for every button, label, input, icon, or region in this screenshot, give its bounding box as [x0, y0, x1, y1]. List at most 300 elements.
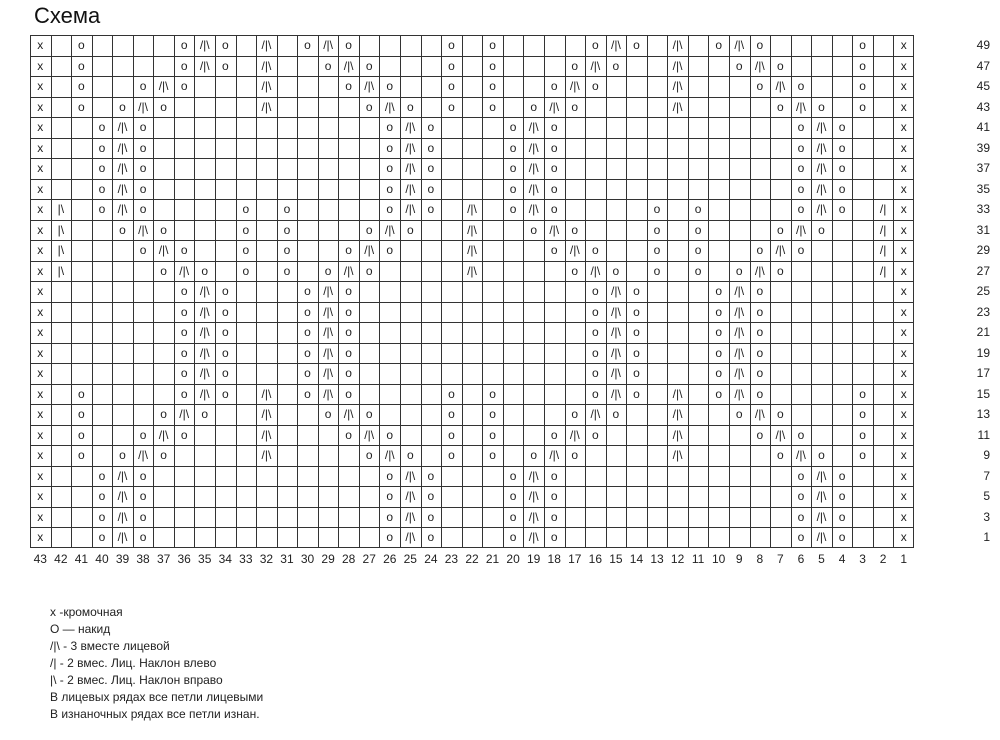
- chart-symbol: x: [37, 427, 44, 442]
- legend-line: |\ - 2 вмес. Лиц. Наклон вправо: [50, 673, 223, 687]
- chart-symbol: o: [756, 427, 764, 442]
- chart-symbol: o: [365, 99, 373, 114]
- row-number-label: 25: [976, 284, 990, 299]
- row-number-label: 23: [976, 304, 990, 319]
- chart-symbol: o: [797, 120, 805, 135]
- chart-symbol: o: [756, 284, 764, 299]
- chart-symbol: o: [386, 181, 394, 196]
- chart-symbol: o: [838, 120, 846, 135]
- chart-symbol: o: [98, 202, 106, 217]
- row-number-label: 5: [983, 489, 990, 504]
- chart-symbol: o: [345, 38, 352, 52]
- chart-symbol: o: [386, 120, 394, 135]
- chart-symbol: o: [180, 79, 188, 94]
- chart-symbol: /|\: [528, 489, 539, 504]
- column-number-label: 15: [609, 552, 623, 566]
- chart-symbol: x: [900, 345, 907, 360]
- row-number-label: 45: [976, 79, 990, 94]
- chart-symbol: x: [37, 509, 44, 524]
- chart-symbol: o: [304, 366, 311, 381]
- chart-symbol: o: [838, 202, 846, 217]
- chart-symbol: o: [180, 366, 188, 381]
- chart-symbol: /|\: [775, 243, 786, 258]
- chart-symbol: o: [180, 58, 188, 73]
- chart-symbol: /|\: [323, 38, 333, 52]
- chart-symbol: o: [160, 407, 167, 422]
- chart-symbol: o: [509, 161, 517, 176]
- row-number-label: 17: [976, 366, 990, 381]
- chart-symbol: x: [900, 99, 907, 114]
- chart-symbol: o: [139, 161, 147, 176]
- chart-symbol: o: [571, 58, 579, 73]
- chart-symbol: o: [119, 99, 126, 114]
- chart-symbol: o: [427, 140, 435, 155]
- chart-symbol: /|\: [117, 530, 128, 545]
- chart-symbol: o: [838, 140, 846, 155]
- chart-symbol: o: [386, 509, 394, 524]
- chart-symbol: /|\: [734, 386, 745, 401]
- chart-symbol: x: [37, 58, 44, 73]
- chart-symbol: x: [900, 140, 907, 155]
- chart-symbol: o: [653, 263, 661, 278]
- column-number-label: 4: [838, 552, 846, 566]
- chart-symbol: o: [324, 263, 332, 278]
- chart-symbol: o: [489, 448, 496, 463]
- chart-symbol: o: [139, 140, 147, 155]
- chart-symbol: /|\: [467, 222, 477, 237]
- chart-symbol: o: [386, 140, 394, 155]
- chart-symbol: /|\: [775, 79, 786, 94]
- column-number-label: 43: [33, 552, 47, 566]
- chart-symbol: /|\: [672, 407, 683, 422]
- chart-symbol: o: [448, 79, 455, 94]
- chart-symbol: o: [797, 530, 805, 545]
- chart-symbol: o: [345, 284, 352, 299]
- chart-symbol: o: [735, 407, 743, 422]
- chart-symbol: /|\: [261, 448, 272, 463]
- chart-symbol: o: [777, 58, 784, 73]
- chart-symbol: /|\: [569, 79, 580, 94]
- chart-symbol: o: [304, 304, 311, 319]
- chart-symbol: /|\: [384, 99, 395, 114]
- chart-symbol: /|\: [138, 222, 148, 237]
- chart-symbol: o: [304, 325, 311, 340]
- chart-symbol: o: [591, 386, 599, 401]
- chart-symbol: o: [859, 427, 866, 442]
- column-number-label: 33: [239, 552, 253, 566]
- chart-symbol: o: [386, 530, 394, 545]
- row-number-label: 47: [976, 58, 990, 73]
- chart-symbol: /|\: [734, 284, 745, 299]
- chart-symbol: /|: [879, 202, 887, 217]
- chart-symbol: o: [550, 140, 558, 155]
- chart-symbol: /|\: [528, 140, 539, 155]
- chart-symbol: /|\: [611, 284, 621, 299]
- chart-symbol: /|\: [158, 243, 169, 258]
- chart-symbol: x: [37, 99, 44, 114]
- chart-symbol: x: [37, 366, 44, 381]
- chart-symbol: /|\: [569, 243, 580, 258]
- chart-symbol: o: [221, 284, 229, 299]
- chart-symbol: o: [818, 222, 825, 237]
- chart-symbol: /|\: [611, 325, 621, 340]
- row-number-label: 35: [976, 181, 990, 196]
- chart-symbol: o: [735, 263, 743, 278]
- chart-symbol: o: [756, 325, 764, 340]
- chart-symbol: o: [838, 181, 846, 196]
- column-number-label: 17: [568, 552, 582, 566]
- column-number-label: 7: [777, 552, 784, 566]
- chart-symbol: x: [900, 386, 907, 401]
- chart-symbol: o: [139, 202, 147, 217]
- chart-symbol: /|\: [405, 140, 416, 155]
- chart-symbol: /|\: [528, 181, 539, 196]
- chart-symbol: o: [98, 181, 106, 196]
- chart-symbol: o: [119, 448, 126, 463]
- chart-symbol: o: [797, 509, 805, 524]
- column-number-label: 14: [629, 552, 644, 566]
- chart-symbol: /|\: [405, 509, 416, 524]
- chart-symbol: o: [98, 140, 106, 155]
- chart-symbol: o: [797, 181, 805, 196]
- legend-line: /|\ - 3 вместе лицевой: [50, 639, 170, 653]
- chart-symbol: /|\: [816, 530, 827, 545]
- chart-symbol: o: [98, 509, 106, 524]
- chart-symbol: o: [859, 407, 866, 422]
- chart-symbol: o: [571, 222, 579, 237]
- chart-symbol: o: [756, 243, 764, 258]
- chart-symbol: o: [797, 243, 805, 258]
- chart-symbol: o: [818, 448, 825, 463]
- chart-symbol: /|\: [138, 99, 148, 114]
- chart-symbol: /|\: [672, 386, 683, 401]
- chart-symbol: |\: [57, 202, 65, 217]
- chart-symbol: /|\: [199, 325, 210, 340]
- chart-symbol: o: [653, 202, 661, 217]
- chart-symbol: /|\: [199, 284, 210, 299]
- chart-symbol: o: [859, 386, 866, 401]
- chart-symbol: o: [365, 407, 373, 422]
- chart-symbol: /|\: [179, 263, 190, 278]
- chart-symbol: /|\: [199, 386, 210, 401]
- chart-symbol: x: [900, 427, 907, 442]
- chart-symbol: x: [37, 386, 44, 401]
- chart-symbol: /|\: [467, 263, 477, 278]
- chart-symbol: o: [715, 386, 723, 401]
- chart-symbol: o: [612, 407, 620, 422]
- chart-symbol: o: [283, 222, 291, 237]
- chart-symbol: o: [530, 448, 537, 463]
- chart-symbol: /|\: [158, 79, 169, 94]
- chart-symbol: x: [900, 38, 907, 52]
- chart-symbol: /|\: [672, 58, 683, 73]
- chart-symbol: o: [345, 79, 352, 94]
- column-number-label: 5: [818, 552, 825, 566]
- chart-symbol: o: [550, 530, 558, 545]
- chart-symbol: o: [98, 468, 106, 483]
- chart-symbol: /|\: [672, 448, 683, 463]
- chart-symbol: o: [386, 243, 394, 258]
- chart-symbol: o: [509, 489, 517, 504]
- chart-symbol: o: [859, 38, 866, 52]
- row-number-label: 9: [983, 448, 990, 463]
- chart-symbol: /|\: [323, 386, 333, 401]
- chart-symbol: o: [180, 325, 188, 340]
- chart-symbol: /|\: [199, 345, 210, 360]
- chart-symbol: o: [304, 284, 311, 299]
- row-number-label: 11: [977, 427, 990, 442]
- chart-symbol: o: [838, 468, 846, 483]
- chart-symbol: o: [797, 140, 805, 155]
- chart-symbol: o: [139, 509, 147, 524]
- chart-symbol: /|\: [528, 509, 539, 524]
- chart-symbol: o: [180, 284, 188, 299]
- chart-symbol: o: [756, 386, 764, 401]
- chart-symbol: /|\: [117, 468, 128, 483]
- chart-symbol: x: [37, 161, 44, 176]
- chart-symbol: /|\: [405, 468, 416, 483]
- column-number-label: 32: [259, 552, 274, 566]
- chart-symbol: o: [78, 58, 85, 73]
- row-number-label: 33: [976, 202, 990, 217]
- chart-symbol: o: [777, 407, 784, 422]
- chart-symbol: o: [550, 202, 558, 217]
- chart-symbol: |\: [57, 263, 65, 278]
- chart-symbol: o: [180, 386, 188, 401]
- chart-symbol: o: [448, 407, 455, 422]
- chart-symbol: /|\: [611, 304, 621, 319]
- chart-symbol: o: [242, 263, 250, 278]
- chart-symbol: /|\: [364, 79, 375, 94]
- chart-symbol: o: [591, 243, 599, 258]
- chart-symbol: o: [591, 366, 599, 381]
- chart-symbol: o: [509, 202, 517, 217]
- column-number-label: 21: [485, 552, 500, 566]
- chart-symbol: o: [489, 427, 496, 442]
- chart-symbol: /|\: [611, 345, 621, 360]
- chart-symbol: o: [633, 345, 640, 360]
- chart-symbol: /|\: [117, 140, 128, 155]
- column-number-label: 41: [74, 552, 89, 566]
- chart-symbol: o: [139, 468, 147, 483]
- chart-symbol: /|\: [754, 263, 765, 278]
- chart-symbol: o: [427, 161, 435, 176]
- column-number-label: 30: [300, 552, 315, 566]
- chart-symbol: o: [550, 181, 558, 196]
- chart-symbol: o: [694, 243, 702, 258]
- chart-symbol: o: [591, 325, 599, 340]
- chart-symbol: o: [715, 284, 723, 299]
- chart-symbol: o: [345, 325, 352, 340]
- chart-symbol: x: [37, 140, 44, 155]
- chart-symbol: o: [509, 181, 517, 196]
- column-number-label: 23: [444, 552, 459, 566]
- row-number-label: 43: [976, 99, 990, 114]
- chart-symbol: o: [797, 202, 805, 217]
- row-number-label: 13: [976, 407, 990, 422]
- row-number-label: 15: [976, 386, 990, 401]
- chart-symbol: /|\: [261, 99, 272, 114]
- chart-symbol: o: [324, 407, 332, 422]
- chart-symbol: /|\: [179, 407, 190, 422]
- chart-symbol: o: [715, 345, 723, 360]
- chart-symbol: o: [201, 407, 209, 422]
- chart-symbol: o: [797, 161, 805, 176]
- chart-symbol: o: [365, 58, 373, 73]
- chart-symbol: o: [633, 325, 640, 340]
- chart-symbol: o: [139, 530, 147, 545]
- chart-symbol: x: [900, 468, 907, 483]
- chart-symbol: o: [550, 161, 558, 176]
- chart-symbol: o: [386, 468, 394, 483]
- column-number-label: 19: [526, 552, 541, 566]
- chart-symbol: /|\: [117, 202, 128, 217]
- chart-symbol: o: [448, 99, 455, 114]
- chart-symbol: o: [345, 386, 352, 401]
- column-number-label: 10: [712, 552, 726, 566]
- chart-symbol: /|\: [734, 366, 745, 381]
- chart-symbol: o: [427, 120, 435, 135]
- chart-symbol: o: [591, 345, 599, 360]
- chart-symbol: o: [633, 284, 640, 299]
- legend: [50, 604, 263, 723]
- chart-symbol: /|\: [261, 407, 272, 422]
- column-number-label: 12: [670, 552, 685, 566]
- chart-symbol: x: [37, 304, 44, 319]
- chart-symbol: o: [180, 345, 188, 360]
- chart-symbol: o: [633, 366, 640, 381]
- chart-symbol: /|\: [528, 202, 539, 217]
- chart-symbol: o: [221, 58, 229, 73]
- chart-symbol: o: [365, 448, 373, 463]
- chart-symbol: o: [777, 263, 784, 278]
- chart-symbol: o: [838, 530, 846, 545]
- chart-symbol: o: [160, 448, 167, 463]
- chart-symbol: o: [304, 386, 311, 401]
- row-number-label: 41: [976, 120, 990, 135]
- chart-symbol: o: [591, 427, 599, 442]
- chart-symbol: o: [78, 448, 85, 463]
- chart-symbol: x: [900, 79, 907, 94]
- column-number-label: 18: [547, 552, 561, 566]
- chart-symbol: /|\: [343, 407, 354, 422]
- chart-symbol: o: [818, 99, 825, 114]
- chart-symbol: o: [489, 99, 496, 114]
- chart-symbol: x: [37, 202, 44, 217]
- chart-symbol: /|\: [816, 140, 827, 155]
- legend-line: О — накид: [50, 622, 111, 636]
- chart-symbol: o: [78, 99, 85, 114]
- chart-symbol: /|\: [384, 222, 395, 237]
- chart-symbol: o: [180, 38, 188, 52]
- chart-symbol: o: [324, 58, 332, 73]
- row-number-label: 7: [983, 468, 990, 483]
- chart-symbol: /|\: [775, 427, 786, 442]
- chart-symbol: /|\: [343, 263, 354, 278]
- row-number-label: 39: [976, 140, 990, 155]
- chart-symbol: x: [37, 325, 44, 340]
- column-number-label: 31: [280, 552, 294, 566]
- chart-symbol: /|\: [261, 386, 272, 401]
- column-number-label: 39: [115, 552, 130, 566]
- column-number-label: 28: [341, 552, 356, 566]
- chart-symbol: o: [633, 304, 640, 319]
- row-number-label: 31: [976, 222, 990, 237]
- chart-symbol: o: [530, 99, 537, 114]
- chart-symbol: x: [37, 345, 44, 360]
- chart-symbol: /|\: [323, 325, 333, 340]
- chart-symbol: /|\: [672, 38, 683, 52]
- chart-symbol: /|: [879, 263, 887, 278]
- chart-symbol: o: [653, 243, 661, 258]
- chart-symbol: /|\: [117, 489, 128, 504]
- chart-symbol: /|\: [405, 161, 416, 176]
- column-number-label: 34: [218, 552, 232, 566]
- chart-symbol: o: [386, 79, 394, 94]
- chart-symbol: o: [612, 58, 620, 73]
- chart-symbol: o: [386, 489, 394, 504]
- chart-symbol: o: [406, 99, 414, 114]
- chart-symbol: |\: [57, 243, 65, 258]
- chart-symbol: x: [900, 120, 907, 135]
- chart-symbol: o: [427, 489, 435, 504]
- chart-symbol: /|\: [405, 530, 416, 545]
- chart-symbol: o: [591, 304, 599, 319]
- column-number-label: 25: [403, 552, 417, 566]
- chart-symbol: o: [797, 468, 805, 483]
- chart-symbol: o: [591, 284, 599, 299]
- chart-symbol: /|\: [672, 79, 683, 94]
- chart-symbol: o: [406, 222, 414, 237]
- chart-symbol: o: [283, 263, 291, 278]
- chart-symbol: o: [304, 38, 311, 52]
- chart-symbol: o: [427, 202, 435, 217]
- chart-symbol: o: [139, 181, 147, 196]
- chart-symbol: o: [777, 222, 784, 237]
- chart-symbol: o: [756, 38, 764, 52]
- chart-symbol: o: [756, 366, 764, 381]
- chart-symbol: /|\: [590, 58, 601, 73]
- row-number-label: 49: [976, 38, 990, 52]
- chart-symbol: o: [797, 79, 805, 94]
- chart-symbol: /|\: [549, 222, 560, 237]
- chart-title: Схема: [34, 3, 101, 28]
- chart-symbol: o: [777, 448, 784, 463]
- chart-symbol: o: [550, 489, 558, 504]
- chart-symbol: /|\: [323, 284, 333, 299]
- chart-symbol: o: [694, 222, 702, 237]
- chart-symbol: x: [37, 263, 44, 278]
- chart-symbol: o: [221, 366, 229, 381]
- legend-line: /| - 2 вмес. Лиц. Наклон влево: [50, 656, 217, 670]
- chart-symbol: o: [838, 509, 846, 524]
- chart-symbol: o: [489, 407, 496, 422]
- chart-symbol: /|\: [364, 243, 375, 258]
- chart-symbol: o: [715, 38, 723, 52]
- chart-symbol: o: [448, 427, 455, 442]
- chart-symbol: o: [221, 325, 229, 340]
- chart-symbol: /|\: [816, 468, 827, 483]
- chart-symbol: x: [900, 161, 907, 176]
- chart-symbol: o: [715, 304, 723, 319]
- chart-symbol: /|\: [117, 161, 128, 176]
- chart-symbol: o: [242, 243, 250, 258]
- chart-symbol: /|\: [816, 181, 827, 196]
- chart-symbol: x: [900, 509, 907, 524]
- chart-symbol: o: [139, 427, 147, 442]
- row-number-label: 27: [976, 263, 990, 278]
- chart-symbol: /|\: [549, 99, 560, 114]
